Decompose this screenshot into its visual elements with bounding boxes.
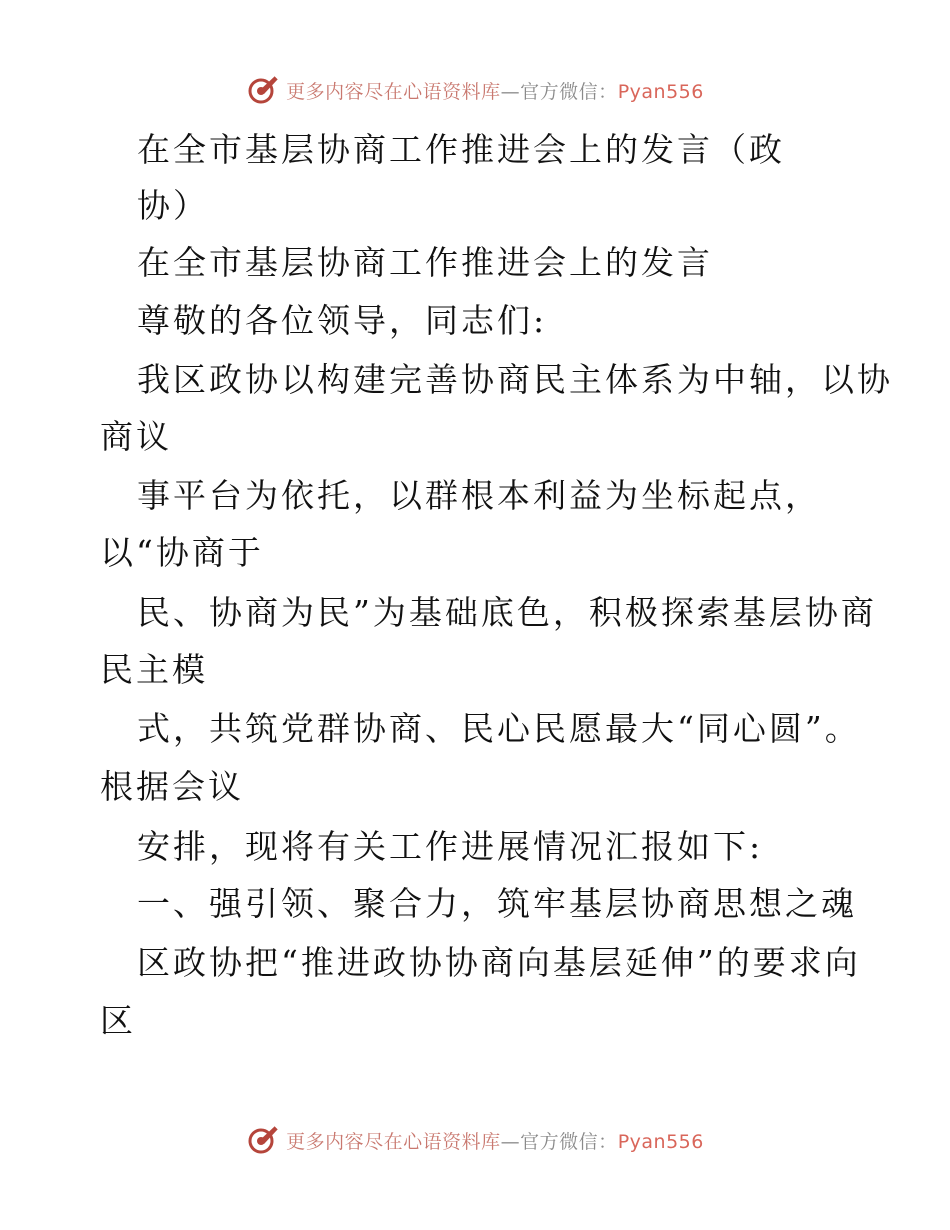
doc-paragraph-line: 事平台为依托，以群根本利益为坐标起点， bbox=[137, 476, 821, 515]
doc-paragraph-line: 商议 bbox=[100, 417, 172, 456]
watermark-dash: — bbox=[500, 80, 521, 103]
watermark-wechat-id: Pyan556 bbox=[617, 1130, 704, 1153]
watermark-official-text: 官方微信： bbox=[520, 80, 618, 103]
doc-paragraph-line: 我区政协以构建完善协商民主体系为中轴，以协 bbox=[137, 360, 893, 399]
watermark-dash: — bbox=[500, 1130, 521, 1153]
pen-logo-icon bbox=[246, 73, 280, 107]
doc-salutation: 尊敬的各位领导，同志们: bbox=[137, 301, 548, 340]
watermark-text bbox=[286, 77, 704, 104]
doc-paragraph-line: 以“协商于 bbox=[100, 533, 264, 572]
doc-paragraph-line: 安排，现将有关工作进展情况汇报如下: bbox=[137, 827, 764, 866]
doc-paragraph-line: 民主模 bbox=[100, 650, 208, 689]
doc-title-line-1: 在全市基层协商工作推进会上的发言（政 bbox=[137, 130, 785, 169]
doc-section-heading: 一、强引领、聚合力，筑牢基层协商思想之魂 bbox=[137, 884, 857, 923]
watermark-official-text: 官方微信： bbox=[520, 1130, 618, 1153]
pen-logo-icon bbox=[246, 1123, 280, 1157]
doc-paragraph-line: 民、协商为民”为基础底色，积极探索基层协商 bbox=[137, 593, 877, 632]
footer-watermark bbox=[0, 1120, 950, 1160]
header-watermark bbox=[0, 70, 950, 110]
doc-subtitle: 在全市基层协商工作推进会上的发言 bbox=[137, 243, 713, 282]
watermark-main-text: 更多内容尽在心语资料库 bbox=[286, 80, 501, 103]
doc-paragraph-line: 式，共筑党群协商、民心民愿最大“同心圆”。 bbox=[137, 709, 861, 748]
watermark-wechat-id: Pyan556 bbox=[617, 80, 704, 103]
watermark-text bbox=[286, 1127, 704, 1154]
doc-paragraph-line: 根据会议 bbox=[100, 767, 244, 806]
doc-paragraph-line: 区政协把“推进政协协商向基层延伸”的要求向 bbox=[137, 943, 861, 982]
watermark-main-text: 更多内容尽在心语资料库 bbox=[286, 1130, 501, 1153]
doc-paragraph-line: 区 bbox=[100, 1001, 136, 1040]
doc-title-line-2: 协） bbox=[137, 186, 209, 225]
